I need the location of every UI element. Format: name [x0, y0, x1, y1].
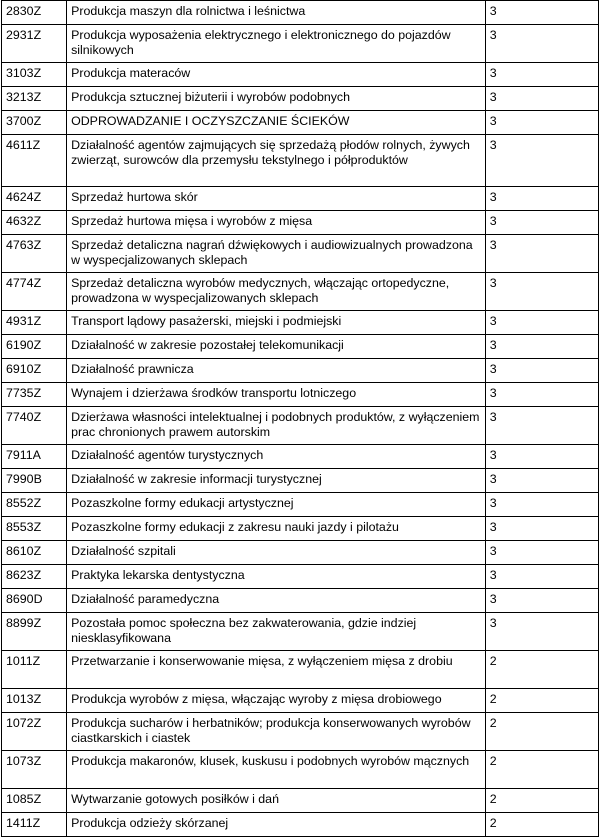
- table-row: [2, 63, 599, 87]
- pkd-code-cell: 7740Z: [2, 407, 67, 445]
- pkd-code-cell: 7990B: [2, 469, 67, 493]
- pkd-code-cell: 8553Z: [2, 517, 67, 541]
- pkd-code-cell: 4931Z: [2, 311, 67, 335]
- activity-description-cell: Wytwarzanie gotowych posiłków i dań: [67, 789, 486, 813]
- table-row: [2, 789, 599, 813]
- pkd-code-cell: 2830Z: [2, 1, 67, 25]
- count-cell: 3: [485, 493, 598, 517]
- activity-description-cell: Działalność agentów turystycznych: [67, 445, 486, 469]
- count-cell: 3: [485, 359, 598, 383]
- pkd-code-cell: 1072Z: [2, 713, 67, 751]
- count-cell: 3: [485, 469, 598, 493]
- pkd-code-cell: 8623Z: [2, 565, 67, 589]
- count-cell: 3: [485, 383, 598, 407]
- pkd-code-cell: 7911A: [2, 445, 67, 469]
- pkd-codes-table: [1, 0, 599, 837]
- activity-description-cell: Pozaszkolne formy edukacji z zakresu nauki jazdy i pilotażu: [67, 517, 486, 541]
- pkd-code-cell: 4763Z: [2, 235, 67, 273]
- activity-description-cell: ODPROWADZANIE I OCZYSZCZANIE ŚCIEKÓW: [67, 111, 486, 135]
- activity-description-cell: Sprzedaż detaliczna wyrobów medycznych, włączając ortopedyczne, prowadzona w wyspecjalizowanych sklepach: [67, 273, 486, 311]
- table-row: [2, 469, 599, 493]
- pkd-code-cell: 1011Z: [2, 651, 67, 689]
- count-cell: 3: [485, 517, 598, 541]
- count-cell: 2: [485, 789, 598, 813]
- table-row: [2, 273, 599, 311]
- activity-description-cell: Transport lądowy pasażerski, miejski i podmiejski: [67, 311, 486, 335]
- activity-description-cell: Produkcja wyposażenia elektrycznego i elektronicznego do pojazdów silnikowych: [67, 25, 486, 63]
- table-row: [2, 813, 599, 837]
- table-row: [2, 589, 599, 613]
- count-cell: 2: [485, 713, 598, 751]
- activity-description-cell: Sprzedaż detaliczna nagrań dźwiękowych i audiowizualnych prowadzona w wyspecjalizowanych sklepach: [67, 235, 486, 273]
- count-cell: 2: [485, 813, 598, 837]
- activity-description-cell: Działalność paramedyczna: [67, 589, 486, 613]
- activity-description-cell: Pozostała pomoc społeczna bez zakwaterowania, gdzie indziej niesklasyfikowana: [67, 613, 486, 651]
- count-cell: 3: [485, 335, 598, 359]
- table-row: [2, 311, 599, 335]
- pkd-code-cell: 2931Z: [2, 25, 67, 63]
- activity-description-cell: Działalność agentów zajmujących się sprzedażą płodów rolnych, żywych zwierząt, surowców dla przemysłu tekstylnego i półproduktów: [67, 135, 486, 187]
- table-row: [2, 445, 599, 469]
- count-cell: 3: [485, 1, 598, 25]
- activity-description-cell: Wynajem i dzierżawa środków transportu lotniczego: [67, 383, 486, 407]
- count-cell: 3: [485, 613, 598, 651]
- pkd-code-cell: 3700Z: [2, 111, 67, 135]
- pkd-code-cell: 8690D: [2, 589, 67, 613]
- count-cell: 3: [485, 63, 598, 87]
- count-cell: 3: [485, 541, 598, 565]
- table-row: [2, 359, 599, 383]
- table-row: [2, 407, 599, 445]
- activity-description-cell: Przetwarzanie i konserwowanie mięsa, z wyłączeniem mięsa z drobiu: [67, 651, 486, 689]
- pkd-code-cell: 8899Z: [2, 613, 67, 651]
- activity-description-cell: Działalność prawnicza: [67, 359, 486, 383]
- table-row: [2, 135, 599, 187]
- pkd-code-cell: 3103Z: [2, 63, 67, 87]
- activity-description-cell: Sprzedaż hurtowa mięsa i wyrobów z mięsa: [67, 211, 486, 235]
- table-row: [2, 25, 599, 63]
- table-row: [2, 613, 599, 651]
- pkd-code-cell: 4611Z: [2, 135, 67, 187]
- table-row: [2, 517, 599, 541]
- pkd-code-cell: 3213Z: [2, 87, 67, 111]
- activity-description-cell: Produkcja maszyn dla rolnictwa i leśnictwa: [67, 1, 486, 25]
- table-row: [2, 713, 599, 751]
- pkd-code-cell: 1411Z: [2, 813, 67, 837]
- count-cell: 2: [485, 689, 598, 713]
- activity-description-cell: Produkcja wyrobów z mięsa, włączając wyroby z mięsa drobiowego: [67, 689, 486, 713]
- count-cell: 3: [485, 407, 598, 445]
- table-row: [2, 1, 599, 25]
- table-row: [2, 565, 599, 589]
- pkd-code-cell: 4774Z: [2, 273, 67, 311]
- pkd-code-cell: 4632Z: [2, 211, 67, 235]
- table-row: [2, 383, 599, 407]
- count-cell: 3: [485, 211, 598, 235]
- count-cell: 3: [485, 589, 598, 613]
- count-cell: 3: [485, 111, 598, 135]
- count-cell: 3: [485, 187, 598, 211]
- activity-description-cell: Dzierżawa własności intelektualnej i podobnych produktów, z wyłączeniem prac chronionych prawem autorskim: [67, 407, 486, 445]
- count-cell: 3: [485, 273, 598, 311]
- table-row: [2, 751, 599, 789]
- count-cell: 3: [485, 235, 598, 273]
- table-row: [2, 541, 599, 565]
- activity-description-cell: Działalność w zakresie informacji turystycznej: [67, 469, 486, 493]
- count-cell: 3: [485, 135, 598, 187]
- activity-description-cell: Działalność w zakresie pozostałej telekomunikacji: [67, 335, 486, 359]
- pkd-code-cell: 6190Z: [2, 335, 67, 359]
- table-row: [2, 87, 599, 111]
- pkd-code-cell: 6910Z: [2, 359, 67, 383]
- table-row: [2, 651, 599, 689]
- pkd-code-cell: 8552Z: [2, 493, 67, 517]
- pkd-code-cell: 4624Z: [2, 187, 67, 211]
- count-cell: 3: [485, 87, 598, 111]
- table-row: [2, 211, 599, 235]
- pkd-code-cell: 1073Z: [2, 751, 67, 789]
- table-row: [2, 187, 599, 211]
- activity-description-cell: Sprzedaż hurtowa skór: [67, 187, 486, 211]
- count-cell: 3: [485, 311, 598, 335]
- count-cell: 2: [485, 651, 598, 689]
- count-cell: 2: [485, 751, 598, 789]
- count-cell: 3: [485, 25, 598, 63]
- activity-description-cell: Działalność szpitali: [67, 541, 486, 565]
- table-row: [2, 493, 599, 517]
- pkd-table-body: [2, 1, 599, 837]
- pkd-code-cell: 1085Z: [2, 789, 67, 813]
- activity-description-cell: Produkcja sztucznej biżuterii i wyrobów podobnych: [67, 87, 486, 111]
- activity-description-cell: Produkcja materaców: [67, 63, 486, 87]
- activity-description-cell: Pozaszkolne formy edukacji artystycznej: [67, 493, 486, 517]
- activity-description-cell: Produkcja makaronów, klusek, kuskusu i podobnych wyrobów mącznych: [67, 751, 486, 789]
- pkd-code-cell: 8610Z: [2, 541, 67, 565]
- table-row: [2, 689, 599, 713]
- table-row: [2, 111, 599, 135]
- table-row: [2, 335, 599, 359]
- activity-description-cell: Produkcja sucharów i herbatników; produkcja konserwowanych wyrobów ciastkarskich i ciastek: [67, 713, 486, 751]
- count-cell: 3: [485, 445, 598, 469]
- count-cell: 3: [485, 565, 598, 589]
- pkd-code-cell: 1013Z: [2, 689, 67, 713]
- activity-description-cell: Praktyka lekarska dentystyczna: [67, 565, 486, 589]
- table-row: [2, 235, 599, 273]
- pkd-code-cell: 7735Z: [2, 383, 67, 407]
- activity-description-cell: Produkcja odzieży skórzanej: [67, 813, 486, 837]
